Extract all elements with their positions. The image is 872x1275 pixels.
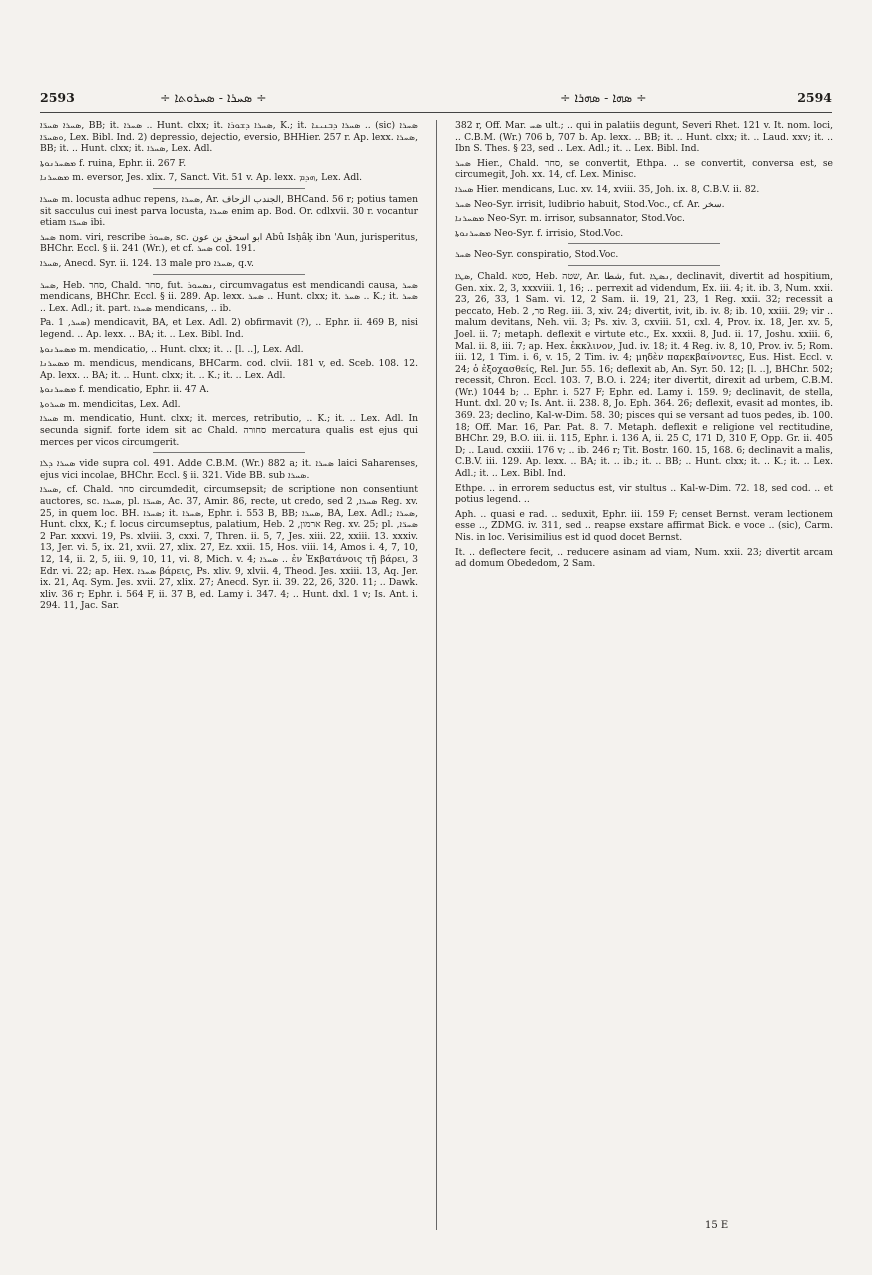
entry: ܣܚܪ Neo-Syr. irrisit, ludibrio habuit, Stod.Voc., cf. Ar. سخر. — [455, 198, 725, 210]
entry: ܣܚܪܐ ܣܚܪ̈ܐ, BB; it. ܣܚܪܐ .. Hunt. clxx; it. ܣܚܪܐ ܕܫܘܪܐ, K.; it. ܣܚܪܐ ܕܒܢܝܢܐ .. (sic) ܣܚܪܐ ܘܣܚܪ̈ܐ, Lex. Bibl. Ind. 2) depressio, dejectio, eversio, BHHier. 257 r. Ap. lexx. ܣܚܪܐ, BB; it. .. Hunt. clxx; it. ܣܚܪܐ, Lex. Adl. — [40, 120, 418, 155]
page-number-right: 2594 — [797, 90, 832, 105]
entry: ܡܣܚܪܢܐ m. mendicus, mendicans, BHCarm. cod. clvii. 181 v, ed. Sceb. 108. 12. Ap. lexx. .. BA; it. .. Hunt. clxx; it. .. K.; it. .. Lex. Adl. — [40, 358, 418, 381]
entry-separator — [153, 452, 304, 453]
entry-separator — [568, 265, 719, 266]
entry: ܣܛܐ, Chald. סטא, Heb. שטה, Ar. شطا, fut. ܢܣܛܐ, declinavit, divertit ad hospitium, Gen. xix. 2, 3, xxxviii. 1, 16; .. perrexit ad videndum, Ex. iii. 4; it. ib. 3, Num. xxii. 23, 26, 33, 1 Sam. vi. 12, 2 Sam. ii. 19, 21, 23, 1 Reg. xxii. 32; recessit a peccato, Heb. סר, 2 Reg. iii. 3, xiv. 24; divertit, ivit, ib. iv. 8; ib. 10, xxiii. 29; vir .. malum devitans, Neh. vii. 3; Ps. xiv. 3, cxviii. 51, cxl. 4, Prov. ix. 18, Jer. xv. 5, Joel. ii. 7; metaph. deflexit e virtute etc., Ex. xxxii. 8, Jud. ii. 17, Joshu. xxiii. 6, Mal. ii. 8, iii. 7; ap. Hex. ἐκκλινον, Jud. iv. 18; it. 4 Reg. iv. 8, 10, Prov. iv. 5; Rom. iii. 12, 1 Tim. i. 6, v. 15, 2 Tim. iv. 4; μηδὲν παρεκβαίνοντες, Eus. Hist. Eccl. v. 24; ὁ ἐξοχασθείς, Rel. Jur. 55. 16; deflexit ab, An. Syr. 50. 12; [l. ..], BHChr. 502; recessit, Chron. Eccl. 103. 7, B.O. i. 224; iter divertit, direxit ad urbem, C.B.M. (Wr.) 1044 b; .. Ephr. i. 527 F; Ephr. ed. Lamy i. 159. 9; declinavit, de stella, Hunt. dxl. 20 v; Is. Ant. ii. 238. 8, Jo. Eph. 364. 26; deflexit, evasit ad montes, ib. 369. 23; declino, Kal-w-Dim. 58. 30; pisces qui se versant ad tuos pedes, ib. 100. 18; Off. Mar. 16, Par. Pat. 8. 7. Metaph. deflexit e religione vel rectitudine, BHChr. 29, B.O. iii. ii. 115, Ephr. i. 136 A, ii. 25 C, 171 D, 310 F, Opp. Gr. ii. 405 D; .. Laud. cxxiii. 176 v; .. ib. 246 r; Tit. Bostr. 160. 15, 168. 6; declinavit a malis, C.B.V. iii. 129. Ap. lexx. .. BA; it. .. ib.; it. .. BB; .. Hunt. clxx; it. .. K.; it. .. Lex. Adl.; it. .. Lex. Bibl. Ind. — [455, 270, 833, 480]
entry: ܣܚܪܐ m. locusta adhuc repens, ܣܚܪܐ, Ar. الجندب الزحاف, BHCand. 56 r; potius tamen sit sacculus cui inest parva locusta, ܣܚܪܐ enim ap. Bod. Or. cdlxvii. 30 r. vocantur etiam ܣܚܪ̈ܐ ibi. — [40, 193, 418, 229]
entry: ܣܚܪܐ, Anecd. Syr. ii. 124. 13 male pro ܣܚܪܐ, q.v. — [40, 257, 254, 269]
signature-mark: 15 E — [705, 1220, 729, 1231]
entry: ܣܚܪ nom. viri, rescribe ܣܚܘܪ, sc. ابو اسحق بن عون Abû Isḥâḳ ibn 'Aun, jurisperitus, BHChr. Eccl. § ii. 241 (Wr.), et cf. ܣܚܪ col. 191. — [40, 231, 419, 255]
column-divider — [436, 120, 437, 1230]
entry: ܣܚܪܐ ܕܠܐ vide supra col. 491. Adde C.B.M. (Wr.) 882 a; it. ܣܚܪܐ laici Saharenses, ejus vici incolae, BHChr. Eccl. § ii. 321. Vide BB. sub ܣܚܪܐ. — [40, 458, 418, 481]
entry: ܣܚܪܘܬܐ m. mendicitas, Lex. Adl. — [40, 398, 181, 410]
entry-separator — [153, 188, 304, 189]
right-column — [455, 120, 833, 573]
entry: Pa. ܣܚܪ, 1) mendicavit, BA, et Lex. Adl. 2) obfirmavit (?), .. Ephr. ii. 469 B, nisi legend. .. Ap. lexx. .. BA; it. .. Lex. Bibl. Ind. — [40, 317, 418, 340]
page-number-left: 2593 — [40, 90, 75, 105]
entry: ܡܣܚܪܢܘܬܐ f. ruina, Ephr. ii. 267 F. — [40, 157, 187, 169]
entry: ܣܚܪܐ, cf. Chald. סחר circumdedit, circumsepsit; de scriptione non consentiunt auctores, sc. ܣܚܪܐ, pl. ܣܚܪ̈ܐ, Ac. 37, Amir. 86, recte, ut credo, sed ܣܚܪܐ, 2 Reg. xv. 25, in quem loc. BH. ܣܚܪܐ; it. ܣܚܪܐ, Ephr. i. 553 B, BB; ܣܚܪܐ, BA, Lex. Adl.; ܣܚܪܐ, Hunt. clxx, K.; f. locus circumseptus, palatium, Heb. ארמון, 2 Reg. xv. 25; pl. ܣܚܪ̈ܐ, 2 Par. xxxvi. 19, Ps. xlviii. 3, cxxi. 7, Thren. ii. 5, 7, Jes. xiii. 22, xxiii. 13. xxxiv. 13, Jer. vi. 5, ix. 21, xvii. 27, xlix. 27, Ez. xxii. 15, Hos. viii. 14, Amos i. 4, 7, 10, 12, 14, ii. 2, 5, iii. 9, 10, 11, vi. 8, Mich. v. 4; ܣܚܪܐ .. ἐν Ἐκβατάνοις τῇ βάρει, 3 Edr. vi. 22; ap. Hex. ܣܚܪܐ βάρεις, Ps. xliv. 9, xlvii. 4, Theod. Jes. xxiii. 13, Aq. Jer. ix. 21, Aq. Sym. Jes. xvii. 27, xlix. 27; Anecd. Syr. ii. 39. 22, 26, 320. 11; .. Dawk. xliv. 36 r; Ephr. i. 564 F, ii. 37 B, ed. Lamy i. 347. 4; .. Hunt. dxl. 1 v; Is. Ant. i. 294. 11, Jac. Sar. — [40, 484, 418, 612]
entry: ܣܚܪ Neo-Syr. conspiratio, Stod.Voc. — [455, 249, 619, 261]
entry: Aph. .. quasi e rad. .. seduxit, Ephr. iii. 159 F; censet Bernst. veram lectionem esse .., ZDMG. iv. 311, sed .. reapse exstare affirmat Bick. e voce .. (sic), Carm. Nis. in loc. Verisimilius est id quod docet Bernst. — [455, 508, 833, 543]
entry: ܣܚܪ, Heb. סחר, Chald. סחר, fut. ܢܣܚܘܪ, circumvagatus est mendicandi causa, ܣܚܪ mendicans, BHChr. Eccl. § ii. 289. Ap. lexx. ܣܚܪ .. Hunt. clxx; it. ܣܚܪ .. K.; it. ܣܚܪ .. Lex. Adl.; it. part. ܣܚܪܐ mendicans, .. ib. — [40, 279, 418, 314]
entry: ܡܣܚܪܢܘܬܐ m. mendicatio, .. Hunt. clxx; it. .. [l. ..], Lex. Adl. — [40, 343, 304, 355]
entry: ܡܣܚܪܢܘܬܐ f. mendicatio, Ephr. ii. 47 A. — [40, 384, 210, 396]
entry: Ethpe. .. in errorem seductus est, vir stultus .. Kal-w-Dim. 72. 18, sed cod. .. et potius legend. .. — [455, 482, 833, 506]
entry: 382 r, Off. Mar. ܣܚ ult.; .. qui in palatiis degunt, Severi Rhet. 121 v. It. nom. loci, .. C.B.M. (Wr.) 706 b, 707 b. Ap. lexx. .. BB; it. .. Hunt. clxx; it. .. Laud. xxv; it. .. Ibn S. Thes. § 23, sed .. Lex. Adl.; it. .. Lex. Bibl. Ind. — [455, 120, 834, 155]
page-header — [40, 90, 832, 108]
left-column — [40, 120, 418, 615]
entry: ܣܚܪܐ Hier. mendicans, Luc. xv. 14, xviii. 35, Joh. ix. 8, C.B.V. ii. 82. — [455, 183, 760, 195]
entry: ܡܣܚܪܢܘܬܐ Neo-Syr. f. irrisio, Stod.Voc. — [455, 227, 624, 239]
entry: ܡܣܚܪܢܐ m. eversor, Jes. xlix. 7, Sanct. Vit. 51 v. Ap. lexx. ܗܕܡ, Lex. Adl. — [40, 172, 363, 184]
entry-separator — [568, 243, 719, 244]
entry: ܣܚܪ Hier., Chald. סחר, se convertit, Ethpa. .. se convertit, conversa est, se circumegit, Joh. xx. 14, cf. Lex. Minisc. — [455, 157, 833, 181]
entry-separator — [153, 274, 304, 275]
header-rule — [40, 112, 832, 113]
entry: It. .. deflectere fecit, .. reducere asinam ad viam, Num. xxii. 23; divertit arcam ad domum Obededom, 2 Sam. — [455, 546, 833, 570]
entry: ܡܣܚܪܢܐ Neo-Syr. m. irrisor, subsannator, Stod.Voc. — [455, 213, 685, 225]
entry: ܣܚܪܐ m. mendicatio, Hunt. clxx; it. merces, retributio, .. K.; it. .. Lex. Adl. In secunda signif. forte idem sit ac Chald. סחורה mercatura qualis est ejus qui merces per vicos circumgerit. — [40, 413, 418, 448]
running-head-left: ÷ ܣܚܪܐ - ܣܚܪܘܬܐ ÷ — [160, 90, 267, 105]
running-head-right: ÷ ܣܗܐ - ܣܗܪܐ ÷ — [560, 90, 647, 105]
